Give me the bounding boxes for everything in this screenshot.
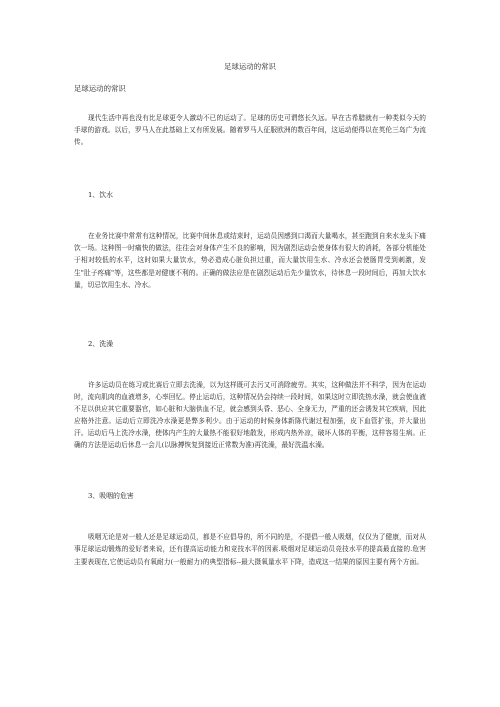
intro-paragraph: 现代生活中再也没有比足球更令人激动不已的运动了。足球的历史可谓悠长久远。早在古希腊就有一种类似今天的手球的游戏。以后，罗马人在此基础上又有所发展。随着罗马人征服欧洲的数百年间，这运动便得以在英伦三岛广为流传。 bbox=[74, 114, 426, 147]
section-drinking-water bbox=[74, 190, 426, 290]
section-heading: 2、洗澡 bbox=[88, 339, 114, 348]
document-subtitle: 足球运动的常识 bbox=[74, 84, 126, 93]
spacer bbox=[74, 501, 426, 531]
section-bathing bbox=[74, 339, 426, 452]
section-body: 许多运动员在练习或比赛后立即去洗澡，以为这样既可去污又可消除疲劳。其实，这种做法并不科学，因为在运动时，流向肌肉的血液增多，心率回忆。停止运动后，这种情况仍会持续一段时间，如果这时立即洗热水澡，就会使血液不足以供应其它重要器官，如心脏和大脑供血不足，就会感到头昏、恶心、全身无力，严重的还会诱发其它疾病，因此应格外注意。运动后立即洗冷水澡更是弊多利少。由于运动的时候身体新陈代谢过程加强，皮下血管扩张，并大量出汗。运动后马上洗冷水澡，使体内产生的大量热不能很好地散发，形成内热外凉，破坏人体的平衡，这样容易生病。正确的方法是运动后休息一会儿(以脉搏恢复到接近正常数为准)再洗澡，最好洗温水澡。 bbox=[74, 380, 426, 450]
document-title: 足球运动的常识 bbox=[224, 62, 276, 71]
spacer bbox=[74, 349, 426, 379]
section-body: 在业务比赛中常常有这种情况，比赛中间休息或结束时，运动员因感到口渴而大量喝水，甚至跑到自来水龙头下痛饮一场。这种图一时痛快的做法，往往会对身体产生不良的影响，因为剧烈运动会使身体有很大的消耗，各部分机能处于相对较低的水平，这时如果大量饮水，势必造成心脏负担过重，而大量饮用生水、冷水还会使肠胃受到刺激，发生"肚子疼痛"等，这些都是对健康不利的。正确的做法应是在剧烈运动后先少量饮水，待休息一段时间后，再加大饮水量，切忌饮用生水、冷水。 bbox=[74, 232, 426, 289]
section-heading: 3、吸咽的危害 bbox=[88, 492, 134, 501]
spacer bbox=[74, 291, 426, 339]
spacer bbox=[74, 451, 426, 491]
section-body: 吸咽无论是对一般人还是足球运动员，都是不应倡导的，所不同的是，不提倡一般人吸烟，仅仅为了健康，而对从事足球运动锻炼的爱好者来说，还有提高运动能力和竞技水平的因素.吸烟对足球运动员竞技水平的提高最直接的.危害主要表现在,它使运动员有氧耐力(一般耐力)的典型指标--最大摄氧量水平下降，造成这一结果的原因主要有两个方面。 bbox=[74, 533, 426, 566]
section-smoking-harm bbox=[74, 491, 426, 567]
section-heading: 1、饮水 bbox=[88, 191, 114, 200]
spacer bbox=[74, 200, 426, 230]
spacer bbox=[74, 148, 426, 190]
